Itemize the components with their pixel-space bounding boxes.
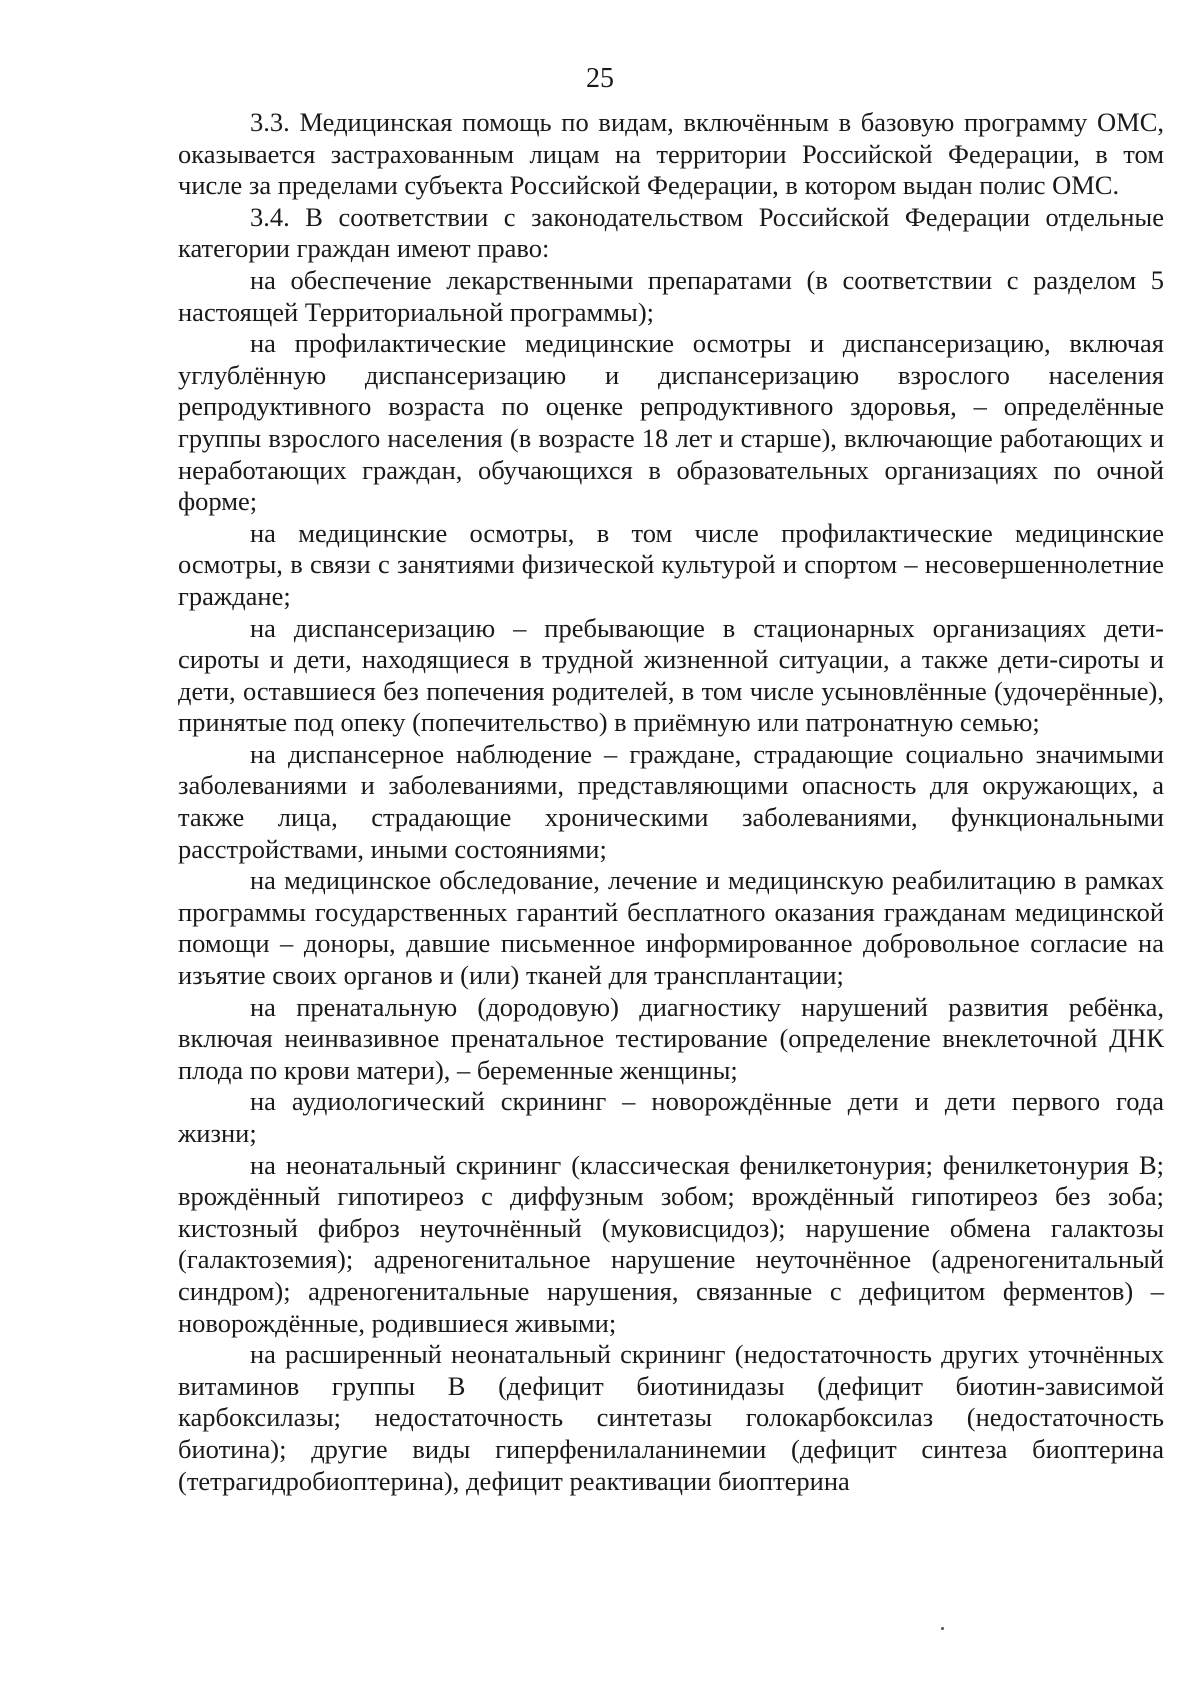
paragraph-neonatal-screening: на неонатальный скрининг (классическая фенилкетонурия; фенилкетонурия В; врождённый гипотиреоз с диффузным зобом; врождённый гипотиреоз без зоба; кистозный фиброз неуточнённый (муковисцидоз); нарушение обмена галактозы (галактоземия); адреногенитальное нарушение неуточнённое (адреногенитальный синдром); адреногенитальные нарушения, связанные с дефицитом ферментов) – новорождённые, родившиеся живыми;: [178, 1149, 1164, 1338]
document-body: [178, 107, 1164, 1497]
page-number: 25: [586, 63, 614, 94]
paragraph-orphans-dispensary: на диспансеризацию – пребывающие в стационарных организациях дети-сироты и дети, находящиеся в трудной жизненной ситуации, а также дети-сироты и дети, оставшиеся без попечения родителей, в том числе усыновлённые (удочерённые), принятые под опеку (попечительство) в приёмную или патронатную семью;: [178, 612, 1164, 738]
paragraph-donors: на медицинское обследование, лечение и медицинскую реабилитацию в рамках программы государственных гарантий бесплатного оказания гражданам медицинской помощи – доноры, давшие письменное информированное добровольное согласие на изъятие своих органов и (или) тканей для трансплантации;: [178, 865, 1164, 991]
paragraph-medicines: на обеспечение лекарственными препаратами (в соответствии с разделом 5 настоящей Территориальной программы);: [178, 264, 1164, 327]
scan-speck: [941, 1627, 944, 1630]
paragraph-preventive-exams: на профилактические медицинские осмотры и диспансеризацию, включая углублённую диспансеризацию и диспансеризацию взрослого населения репродуктивного возраста по оценке репродуктивного здоровья, – определённые группы взрослого населения (в возрасте 18 лет и старше), включающие работающих и неработающих граждан, обучающихся в образовательных организациях по очной форме;: [178, 328, 1164, 517]
paragraph-prenatal: на пренатальную (дородовую) диагностику нарушений развития ребёнка, включая неинвазивное пренатальное тестирование (определение внеклеточной ДНК плода по крови матери), – беременные женщины;: [178, 991, 1164, 1085]
paragraph-3-4: 3.4. В соответствии с законодательством Российской Федерации отдельные категории граждан имеют право:: [178, 201, 1164, 264]
paragraph-extended-neonatal: на расширенный неонатальный скрининг (недостаточность других уточнённых витаминов группы В (дефицит биотинидазы (дефицит биотин-зависимой карбоксилазы; недостаточность синтетазы голокарбоксилаз (недостаточность биотина); другие виды гиперфенилаланинемии (дефицит синтеза биоптерина (тетрагидробиоптерина), дефицит реактивации биоптерина: [178, 1339, 1164, 1496]
paragraph-sport-exams: на медицинские осмотры, в том числе профилактические медицинские осмотры, в связи с занятиями физической культурой и спортом – несовершеннолетние граждане;: [178, 517, 1164, 611]
paragraph-3-3: 3.3. Медицинская помощь по видам, включённым в базовую программу ОМС, оказывается застрахованным лицам на территории Российской Федерации, в том числе за пределами субъекта Российской Федерации, в котором выдан полис ОМС.: [178, 107, 1164, 201]
paragraph-audiology: на аудиологический скрининг – новорождённые дети и дети первого года жизни;: [178, 1086, 1164, 1148]
paragraph-dispensary-observation: на диспансерное наблюдение – граждане, страдающие социально значимыми заболеваниями и заболеваниями, представляющими опасность для окружающих, а также лица, страдающие хроническими заболеваниями, функциональными расстройствами, иными состояниями;: [178, 738, 1164, 864]
